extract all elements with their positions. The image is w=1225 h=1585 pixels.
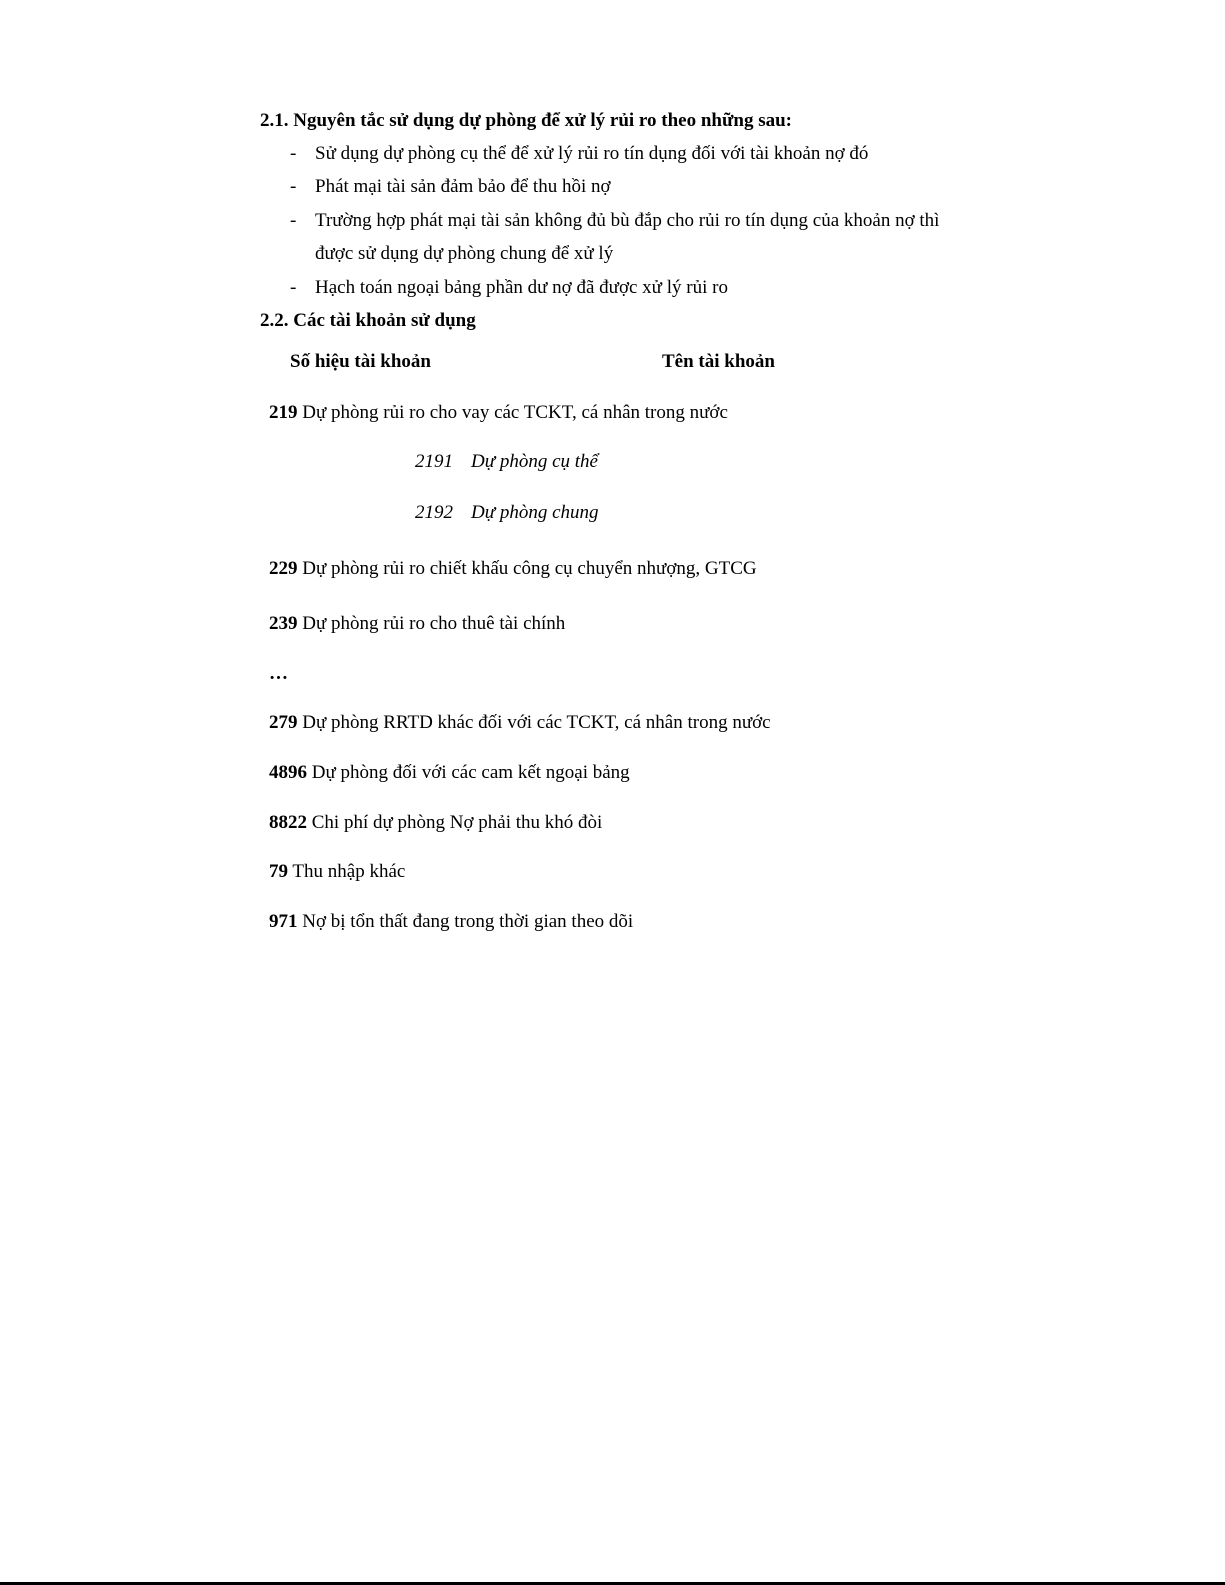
account-name: Chi phí dự phòng Nợ phải thu khó đòi	[311, 812, 603, 833]
column-header-code: Số hiệu tài khoản	[290, 351, 431, 372]
account-row	[269, 403, 728, 422]
account-row	[269, 559, 757, 578]
account-name: Dự phòng RRTD khác đối với các TCKT, cá nhân trong nước	[302, 712, 771, 733]
bullet-text: Sử dụng dự phòng cụ thể để xử lý rủi ro tín dụng đối với tài khoản nợ đó	[315, 143, 869, 164]
account-row	[269, 713, 771, 732]
account-code: 229	[269, 558, 298, 579]
account-name: Thu nhập khác	[292, 861, 406, 882]
bullet-text: Trường hợp phát mại tài sản không đủ bù đắp cho rủi ro tín dụng của khoản nợ thì	[315, 210, 940, 231]
bullet-dash: -	[290, 176, 297, 197]
section-heading-2-2: 2.2. Các tài khoản sử dụng	[260, 310, 476, 331]
sub-account-row	[415, 452, 598, 471]
account-name: Dự phòng rủi ro cho thuê tài chính	[302, 613, 566, 634]
account-name: Dự phòng đối với các cam kết ngoại bảng	[311, 762, 630, 783]
column-header-name: Tên tài khoản	[662, 351, 775, 372]
account-row	[269, 912, 633, 931]
account-name: Nợ bị tổn thất đang trong thời gian theo dõi	[302, 911, 634, 932]
bullet-text: Phát mại tài sản đảm bảo để thu hồi nợ	[315, 176, 611, 197]
account-code: 4896	[269, 762, 307, 783]
account-code: 971	[269, 911, 298, 932]
account-row	[269, 862, 405, 881]
bullet-dash: -	[290, 210, 297, 231]
bullet-text: Hạch toán ngoại bảng phần dư nợ đã được xử lý rủi ro	[315, 277, 728, 298]
bullet-text-continuation: được sử dụng dự phòng chung để xử lý	[315, 243, 614, 264]
sub-account-name: Dự phòng cụ thể	[471, 451, 598, 472]
bullet-dash: -	[290, 277, 297, 298]
sub-account-row	[415, 503, 599, 522]
account-row	[269, 763, 630, 782]
account-code: 8822	[269, 812, 307, 833]
account-name: Dự phòng rủi ro cho vay các TCKT, cá nhân trong nước	[302, 402, 728, 423]
section-heading-2-1: 2.1. Nguyên tắc sử dụng dự phòng để xử lý rủi ro theo những sau:	[260, 110, 792, 131]
account-code: 79	[269, 861, 288, 882]
ellipsis: …	[269, 663, 288, 684]
account-row	[269, 614, 565, 633]
bullet-dash: -	[290, 143, 297, 164]
account-code: 219	[269, 402, 298, 423]
account-name: Dự phòng rủi ro chiết khấu công cụ chuyển nhượng, GTCG	[302, 558, 757, 579]
sub-account-code: 2192	[415, 502, 453, 523]
account-code: 239	[269, 613, 298, 634]
sub-account-code: 2191	[415, 451, 453, 472]
account-code: 279	[269, 712, 298, 733]
sub-account-name: Dự phòng chung	[471, 502, 599, 523]
account-row	[269, 813, 602, 832]
